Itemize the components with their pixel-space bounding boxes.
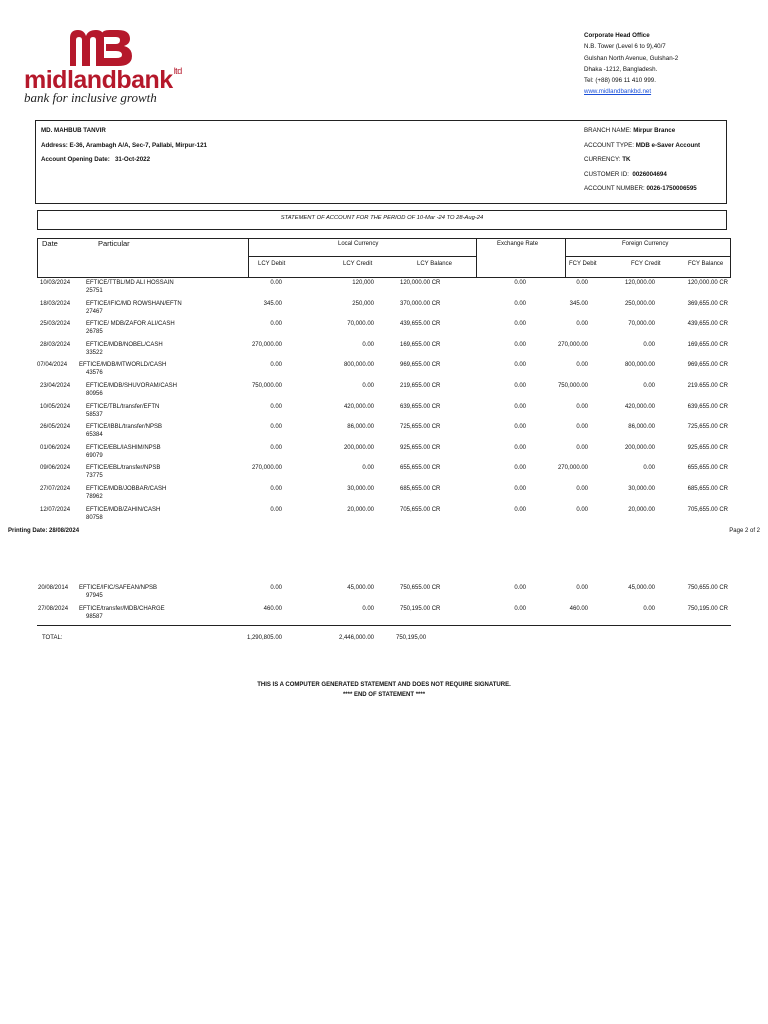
row-lcy-credit: 200,000.00 [343, 444, 374, 451]
row-fcy-credit: 120,000.00 [624, 280, 655, 286]
row-fcy-balance: 750,655.00 CR [687, 585, 728, 591]
currency: CURRENCY: TK [584, 156, 631, 163]
row-reference: 25751 [86, 288, 103, 294]
row-lcy-balance: 639,655.00 CR [400, 403, 441, 410]
table-row [0, 301, 768, 322]
row-date: 12/07/2024 [40, 506, 71, 513]
row-lcy-credit: 0.00 [362, 383, 374, 389]
row-rate: 0.00 [514, 280, 526, 286]
row-lcy-debit: 0.00 [270, 486, 282, 492]
row-date: 20/08/2014 [38, 585, 69, 591]
row-fcy-debit: 0.00 [576, 444, 588, 451]
row-fcy-credit: 0.00 [643, 605, 655, 612]
row-particular: EFTICE/MDB/ZAHIN/CASH [86, 506, 161, 513]
row-lcy-balance: 750,655.00 CR [400, 585, 441, 591]
table-row [0, 465, 768, 486]
row-reference: 98587 [86, 613, 103, 620]
row-fcy-debit: 0.00 [576, 280, 588, 286]
row-lcy-debit: 0.00 [270, 321, 282, 328]
row-date: 26/05/2024 [40, 424, 71, 431]
row-lcy-credit: 250,000 [352, 300, 374, 307]
row-fcy-debit: 0.00 [576, 424, 588, 431]
row-fcy-debit: 0.00 [576, 362, 588, 369]
row-particular: EFTICE/TBL/transfer/EFTN [86, 403, 160, 410]
row-fcy-credit: 86,000.00 [628, 424, 655, 431]
row-lcy-debit: 270,000.00 [251, 465, 282, 472]
row-rate: 0.00 [514, 403, 526, 410]
table-row [0, 486, 768, 507]
row-date: 25/03/2024 [40, 321, 71, 328]
row-lcy-balance: 969,655.00 CR [400, 362, 441, 369]
row-particular: EFTICE/ MDB/ZAFOR ALI/CASH [86, 321, 175, 328]
row-lcy-balance: 169,655.00 CR [400, 341, 441, 348]
website-link[interactable]: www.midlandbankbd.net [584, 88, 652, 96]
table-row [0, 507, 768, 528]
row-lcy-credit: 0.00 [362, 605, 374, 612]
divider [476, 238, 477, 277]
row-reference: 65384 [86, 432, 103, 439]
row-lcy-balance: 120,000.00 CR [400, 280, 441, 286]
account-holder-name: MD. MAHBUB TANVIR [41, 127, 106, 134]
row-particular: EFTICE/IFIC/MD ROWSHAN/EFTN [86, 300, 182, 307]
row-lcy-balance: 725,655.00 CR [400, 424, 441, 431]
row-lcy-credit: 420,000.00 [343, 403, 374, 410]
row-reference: 78962 [86, 494, 103, 500]
row-lcy-balance: 219,655.00 CR [400, 383, 441, 389]
divider [248, 238, 249, 277]
branch-name: BRANCH NAME: Mirpur Brance [584, 127, 676, 134]
row-date: 27/07/2024 [40, 486, 71, 492]
row-fcy-credit: 0.00 [643, 465, 655, 472]
logo-ltd: ltd [173, 66, 182, 76]
row-rate: 0.00 [514, 605, 526, 612]
row-lcy-debit: 750,000.00 [251, 383, 282, 389]
row-fcy-debit: 750,000.00 [557, 383, 588, 389]
row-rate: 0.00 [514, 444, 526, 451]
row-reference: 69079 [86, 452, 103, 459]
row-date: 01/06/2024 [40, 444, 71, 451]
header-lcy-debit: LCY Debit [258, 261, 286, 267]
row-fcy-debit: 0.00 [576, 506, 588, 513]
header-fcy-credit: FCY Credit [631, 261, 661, 267]
row-lcy-balance: 750,195.00 CR [400, 605, 441, 612]
header-local-currency: Local Currency [338, 241, 379, 247]
row-fcy-debit: 460.00 [569, 605, 588, 612]
row-fcy-balance: 655,655.00 CR [687, 465, 728, 472]
row-fcy-credit: 20,000.00 [628, 506, 655, 513]
row-fcy-balance: 750,195.00 CR [687, 605, 728, 612]
header-exchange-rate: Exchange Rate [497, 241, 539, 247]
row-lcy-debit: 0.00 [270, 585, 282, 591]
row-fcy-balance: 705,655.00 CR [687, 506, 728, 513]
account-number: ACCOUNT NUMBER: 0026-1750006595 [584, 185, 697, 192]
account-holder-address: Address: E-36, Arambagh A/A, Sec-7, Pallabi, Mirpur-121 [41, 141, 207, 149]
row-lcy-debit: 0.00 [270, 506, 282, 513]
row-lcy-credit: 120,000 [352, 280, 374, 286]
row-lcy-balance: 655,655.00 CR [400, 465, 441, 472]
end-of-statement: **** END OF STATEMENT **** [342, 692, 426, 698]
row-fcy-credit: 200,000.00 [624, 444, 655, 451]
row-date: 10/03/2024 [40, 280, 71, 286]
head-office-title: Corporate Head Office [584, 32, 650, 39]
row-reference: 33522 [86, 349, 103, 356]
row-date: 28/03/2024 [40, 341, 71, 348]
row-fcy-balance: 925,655.00 CR [687, 444, 728, 451]
header-foreign-currency: Foreign Currency [622, 241, 669, 247]
row-fcy-balance: 120,000.00 CR [687, 280, 728, 286]
row-reference: 80758 [86, 514, 103, 521]
header-lcy-balance: LCY Balance [417, 261, 452, 267]
table-row [0, 280, 768, 301]
row-fcy-balance: 639,655.00 CR [687, 403, 728, 410]
head-office-block [584, 30, 678, 98]
row-fcy-debit: 0.00 [576, 585, 588, 591]
header-date: Date [42, 239, 58, 248]
row-rate: 0.00 [514, 424, 526, 431]
total-lcy-balance: 750,195,00 [396, 635, 427, 641]
row-particular: EFTICE/MDB/JOBBAR/CASH [86, 486, 167, 492]
row-rate: 0.00 [514, 383, 526, 389]
row-fcy-credit: 800,000.00 [624, 362, 655, 369]
row-lcy-credit: 45,000.00 [347, 585, 374, 591]
row-particular: EFTICE/transfer/MDB/CHARGE [79, 605, 165, 612]
row-reference: 80956 [86, 391, 103, 397]
row-particular: EFTICE/IFIC/SAFEAN/NPSB [79, 585, 158, 591]
row-lcy-balance: 925,655.00 CR [400, 444, 441, 451]
row-lcy-credit: 30,000.00 [347, 486, 374, 492]
row-rate: 0.00 [514, 341, 526, 348]
row-lcy-credit: 86,000.00 [347, 424, 374, 431]
row-rate: 0.00 [514, 585, 526, 591]
logo-wordmark: midlandbank$^{ltd}$ [24, 66, 182, 94]
row-fcy-credit: 0.00 [643, 383, 655, 389]
divider [565, 256, 730, 257]
row-fcy-balance: 685,655.00 CR [687, 486, 728, 492]
row-lcy-debit: 460.00 [263, 605, 282, 612]
row-particular: EFTICE/MDB/NOBEL/CASH [86, 341, 163, 348]
total-divider [37, 625, 731, 626]
row-lcy-credit: 800,000.00 [343, 362, 374, 369]
logo-tagline: bank for inclusive growth [24, 90, 157, 105]
row-lcy-balance: 370,000.00 CR [400, 300, 441, 307]
row-fcy-balance: 969,655.00 CR [687, 362, 728, 369]
divider [565, 238, 566, 277]
row-reference: 43576 [86, 370, 103, 377]
header-particular: Particular [98, 239, 130, 248]
table-row [0, 606, 768, 627]
row-particular: EFTICE/EBL/transfer/NPSB [86, 465, 161, 472]
customer-id: CUSTOMER ID: 0026004694 [584, 170, 667, 178]
row-reference: 97945 [86, 593, 103, 599]
row-lcy-debit: 0.00 [270, 280, 282, 286]
row-date: 27/08/2024 [38, 605, 69, 612]
statement-period: STATEMENT OF ACCOUNT FOR THE PERIOD OF 10-Mar -24 TO 28-Aug-24 [280, 215, 484, 221]
table-row [0, 404, 768, 425]
row-lcy-debit: 0.00 [270, 444, 282, 451]
row-fcy-credit: 45,000.00 [628, 585, 655, 591]
row-reference: 27467 [86, 308, 103, 315]
row-fcy-credit: 70,000.00 [628, 321, 655, 328]
row-rate: 0.00 [514, 486, 526, 492]
row-lcy-credit: 20,000.00 [347, 506, 374, 513]
row-rate: 0.00 [514, 506, 526, 513]
row-fcy-balance: 725,655.00 CR [687, 424, 728, 431]
header-lcy-credit: LCY Credit [343, 261, 373, 267]
row-rate: 0.00 [514, 321, 526, 328]
row-lcy-debit: 0.00 [270, 424, 282, 431]
row-fcy-balance: 219.655.00 CR [687, 383, 728, 389]
row-fcy-debit: 0.00 [576, 403, 588, 410]
head-office-line: Dhaka -1212, Bangladesh. [584, 65, 658, 73]
row-fcy-balance: 439,655.00 CR [687, 321, 728, 328]
row-lcy-credit: 0.00 [362, 465, 374, 472]
row-date: 09/06/2024 [40, 465, 71, 472]
row-rate: 0.00 [514, 362, 526, 369]
account-holder-block [41, 124, 207, 168]
header-fcy-debit: FCY Debit [569, 261, 597, 267]
table-row [0, 585, 768, 606]
table-row [0, 321, 768, 342]
row-fcy-debit: 270,000.00 [557, 465, 588, 472]
row-date: 18/03/2024 [40, 300, 71, 307]
account-details-block [584, 124, 700, 197]
page-number: Page 2 of 2 [729, 528, 760, 534]
row-lcy-balance: 439,655.00 CR [400, 321, 441, 328]
row-fcy-debit: 0.00 [576, 321, 588, 328]
row-fcy-credit: 420,000.00 [624, 403, 655, 410]
row-fcy-credit: 30,000.00 [628, 486, 655, 492]
account-type: ACCOUNT TYPE: MDB e-Saver Account [584, 141, 701, 149]
head-office-line: Gulshan North Avenue, Gulshan-2 [584, 54, 679, 62]
row-particular: EFTICE/IBBL/transfer/NPSB [86, 424, 163, 431]
row-particular: EFTICE/TTBL/MD ALI HOSSAIN [86, 280, 174, 286]
midland-monogram-icon [66, 28, 136, 68]
row-rate: 0.00 [514, 465, 526, 472]
table-row [0, 445, 768, 466]
row-particular: EFTICE/EBL/IASHIM/NPSB [86, 444, 161, 451]
account-opening-date: Account Opening Date: 31-Oct-2022 [41, 156, 151, 163]
table-row [0, 342, 768, 363]
row-fcy-debit: 345.00 [569, 300, 588, 307]
head-office-line: N.B. Tower (Level 6 to 9),40/7 [584, 43, 666, 51]
row-lcy-balance: 685,655.00 CR [400, 486, 441, 492]
divider [248, 256, 476, 257]
row-date: 10/05/2024 [40, 403, 71, 410]
table-row [0, 383, 768, 404]
row-lcy-credit: 0.00 [362, 341, 374, 348]
total-label: TOTAL: [42, 635, 63, 641]
footer-notice: THIS IS A COMPUTER GENERATED STATEMENT AND DOES NOT REQUIRE SIGNATURE. [257, 682, 511, 688]
head-office-phone: Tel: (+88) 096 11 410 999. [584, 77, 656, 85]
row-fcy-debit: 0.00 [576, 486, 588, 492]
row-rate: 0.00 [514, 300, 526, 307]
row-reference: 26785 [86, 329, 103, 336]
row-date: 07/04/2024 [37, 362, 68, 369]
table-row [0, 424, 768, 445]
row-lcy-credit: 70,000.00 [347, 321, 374, 328]
printing-date: Printing Date: 28/08/2024 [8, 528, 80, 534]
row-date: 23/04/2024 [40, 383, 71, 389]
row-lcy-debit: 0.00 [270, 403, 282, 410]
bank-logo [22, 28, 192, 108]
row-fcy-balance: 369,655.00 CR [687, 300, 728, 307]
row-reference: 58537 [86, 411, 103, 418]
row-lcy-balance: 705,655.00 CR [400, 506, 441, 513]
row-lcy-debit: 345.00 [263, 300, 282, 307]
total-lcy-debit: 1,290,805.00 [246, 635, 282, 641]
row-fcy-debit: 270,000.00 [557, 341, 588, 348]
total-lcy-credit: 2,446,000.00 [338, 635, 374, 641]
row-fcy-credit: 250,000.00 [624, 300, 655, 307]
row-fcy-credit: 0.00 [643, 341, 655, 348]
row-lcy-debit: 0.00 [270, 362, 282, 369]
row-particular: EFTICE/MDB/MTWORLD/CASH [79, 362, 167, 369]
row-particular: EFTICE/MDB/SHUVORAM/CASH [86, 383, 178, 389]
table-row [0, 362, 768, 383]
row-reference: 73775 [86, 473, 103, 480]
row-fcy-balance: 169,655.00 CR [687, 341, 728, 348]
header-fcy-balance: FCY Balance [688, 261, 724, 267]
row-lcy-debit: 270,000.00 [251, 341, 282, 348]
